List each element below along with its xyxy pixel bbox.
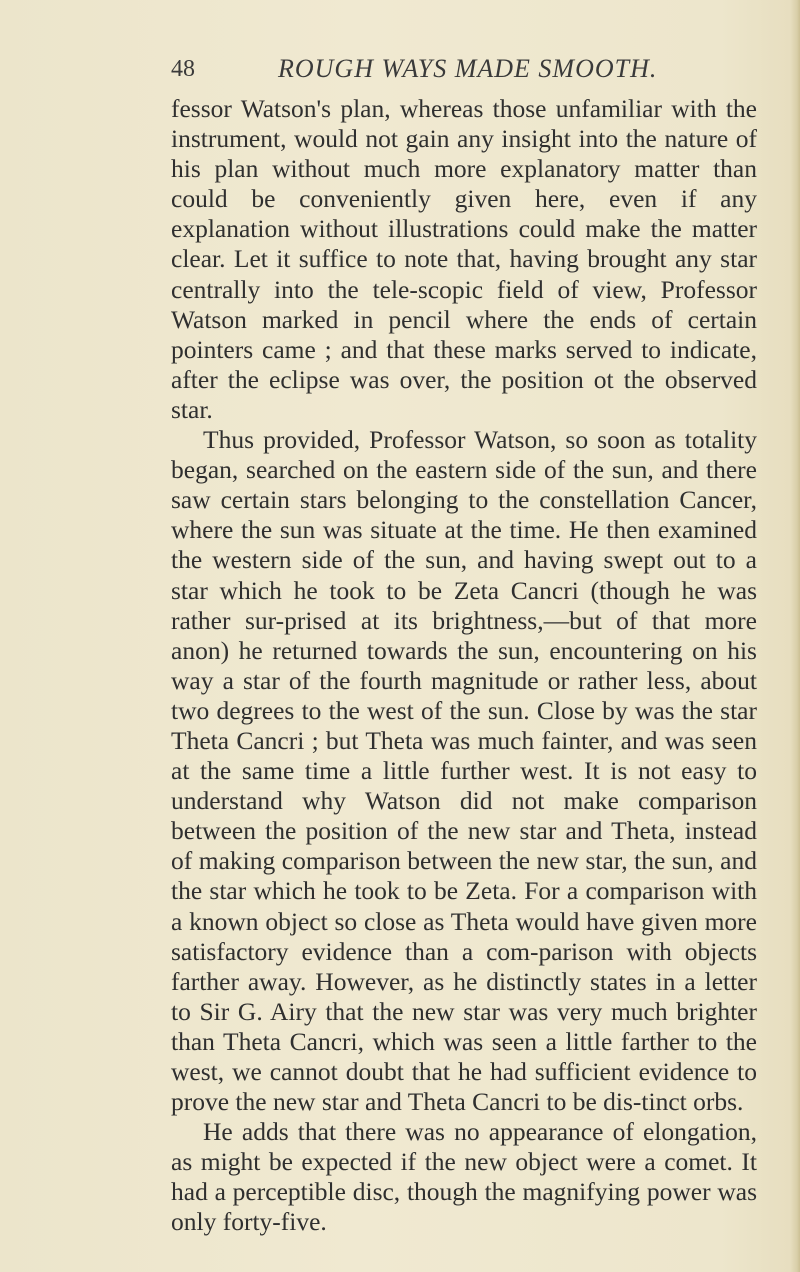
page-edge-shadow [790,0,800,1272]
paragraph-3: He adds that there was no appearance of elongation, as might be expected if the new object were a comet. It had a perceptible disc, though the magnifying power was only forty-five. [171,1117,757,1237]
page-header [0,52,800,92]
body-text [171,94,757,1238]
running-title: ROUGH WAYS MADE SMOOTH. [278,54,658,83]
paragraph-1: fessor Watson's plan, whereas those unfamiliar with the instrument, would not gain any insight into the nature of his plan without much more explanatory matter than could be conveniently given here, even if any explanation without illustrations could make the matter clear. Let it suffice to note that, having brought any star centrally into the tele-scopic field of view, Professor Watson marked in pencil where the ends of certain pointers came ; and that these marks served to indicate, after the eclipse was over, the position ot the observed star. [171,94,757,424]
page-number: 48 [171,56,195,82]
paragraph-2: Thus provided, Professor Watson, so soon as totality began, searched on the eastern side of the sun, and there saw certain stars belonging to the constellation Cancer, where the sun was situate at the time. He then examined the western side of the sun, and having swept out to a star which he took to be Zeta Cancri (though he was rather sur-prised at its brightness,—but of that more anon) he returned towards the sun, encountering on his way a star of the fourth magnitude or rather less, about two degrees to the west of the sun. Close by was the star Theta Cancri ; but Theta was much fainter, and was seen at the same time a little further west. It is not easy to understand why Watson did not make comparison between the position of the new star and Theta, instead of making comparison between the new star, the sun, and the star which he took to be Zeta. For a comparison with a known object so close as Theta would have given more satisfactory evidence than a com-parison with objects farther away. However, as he distinctly states in a letter to Sir G. Airy that the new star was very much brighter than Theta Cancri, which was seen a little farther to the west, we cannot doubt that he had sufficient evidence to prove the new star and Theta Cancri to be dis-tinct orbs. [171,425,757,1117]
